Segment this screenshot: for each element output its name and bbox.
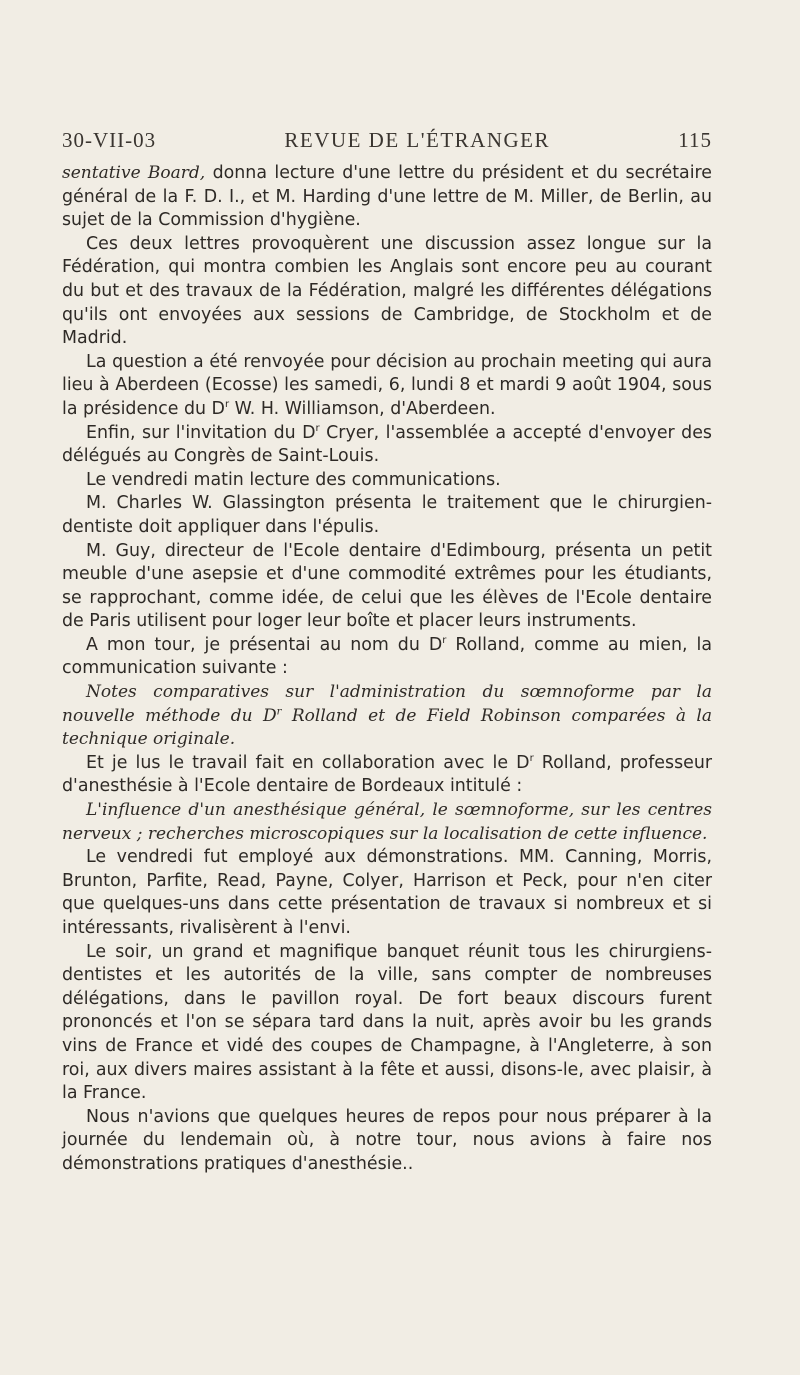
paragraph-3 — [62, 351, 712, 422]
paragraph-2: Ces deux lettres provoquèrent une discussion assez longue sur la Fédération, qui montra combien les Anglais sont encore peu au courant du but et des travaux de la Fédération, malgré les différentes délégations qu'ils ont envoyées aux sessions de Cambridge, de Stockholm et de Madrid. — [62, 233, 712, 349]
paragraph-11-title: L'influence d'un anesthésique général, le sœmnoforme, sur les centres nerveux ; recherches microscopiques sur la localisation de cette influence. — [62, 800, 712, 844]
superscript: r — [529, 753, 534, 765]
paragraph-12: Le vendredi fut employé aux démonstrations. MM. Canning, Morris, Brunton, Parfite, Read, Payne, Colyer, Harrison et Peck, pour n'en citer que quelques-uns dans cette présentation de travaux si nombreux et si intéressants, rivalisèrent à l'envi. — [62, 847, 712, 938]
superscript: r — [224, 399, 230, 411]
article-body — [62, 162, 712, 1177]
superscript: r — [442, 635, 447, 647]
text-run: Et je lus le travail fait en collaboration avec le D — [86, 752, 530, 773]
paragraph-6: M. Charles W. Glassington présenta le traitement que le chirurgien-dentiste doit appliquer dans l'épulis. — [62, 493, 712, 537]
running-header — [62, 128, 712, 162]
text-run: Notes comparatives sur l'administration du sœmnoforme par la nouvelle méthode du D — [62, 682, 712, 726]
paragraph-8 — [62, 634, 712, 681]
paragraph-7: M. Guy, directeur de l'Ecole dentaire d'Edimbourg, présenta un petit meuble d'une asepsie et d'une commodité extrêmes pour les étudiants, se rapprochant, comme idée, de celui que les élèves de l'Ecole dentaire de Paris utilisent pour loger leur boîte et placer leurs instruments. — [62, 540, 712, 632]
paragraph-5: Le vendredi matin lecture des communications. — [86, 469, 501, 490]
paragraph-text: donna lecture d'une lettre du président et du secrétaire général de la F. D. I., et M. Harding d'une lettre de M. Miller, de Berlin, au sujet de la Commission d'hygiène. — [62, 163, 713, 231]
header-date: 30-VII-03 — [62, 128, 157, 152]
italic-term: sentative Board, — [62, 163, 206, 183]
paragraph-1 — [62, 162, 712, 233]
text-run: La question a été renvoyée pour décision au prochain meeting qui aura lieu à Aberdeen (Ecosse) les samedi, 6, lundi 8 et mardi 9 août 1904, sous la présidence du D — [62, 351, 712, 419]
text-run: W. H. Williamson, d'Aberdeen. — [229, 398, 496, 419]
page-number: 115 — [678, 128, 712, 152]
text-run: Rolland, professeur d'anesthésie à l'Ecole dentaire de Bordeaux intitulé : — [62, 752, 713, 797]
header-title: REVUE DE L'ÉTRANGER — [284, 128, 550, 152]
superscript: r — [315, 422, 320, 434]
text-run: A mon tour, je présentai au nom du D — [86, 634, 443, 655]
document-page — [62, 128, 712, 1177]
text-run: Rolland, comme au mien, la communication suivante : — [62, 634, 712, 679]
text-run: Cryer, l'assemblée a accepté d'envoyer des délégués au Congrès de Saint-Louis. — [62, 422, 712, 467]
paragraph-9-title — [62, 681, 712, 752]
text-run: Rolland et de Field Robinson comparées à la technique originale. — [62, 705, 712, 750]
paragraph-14: Nous n'avions que quelques heures de repos pour nous préparer à la journée du lendemain où, à notre tour, nous avions à faire nos démonstrations pratiques d'anesthésie.. — [62, 1106, 712, 1174]
paragraph-10 — [62, 752, 712, 799]
paragraph-13: Le soir, un grand et magnifique banquet réunit tous les chirurgiens-dentistes et les autorités de la ville, sans compter de nombreuses délégations, dans le pavillon royal. De fort beaux discours furent prononcés et l'on se sépara tard dans la nuit, après avoir bu les grands vins de France et vidé des coupes de Champagne, à l'Angleterre, à son roi, aux divers maires assistant à la fête et aussi, disons-le, avec plaisir, à la France. — [62, 941, 712, 1104]
text-run: Enfin, sur l'invitation du D — [86, 422, 316, 443]
superscript: r — [276, 706, 282, 717]
paragraph-4 — [62, 422, 712, 469]
